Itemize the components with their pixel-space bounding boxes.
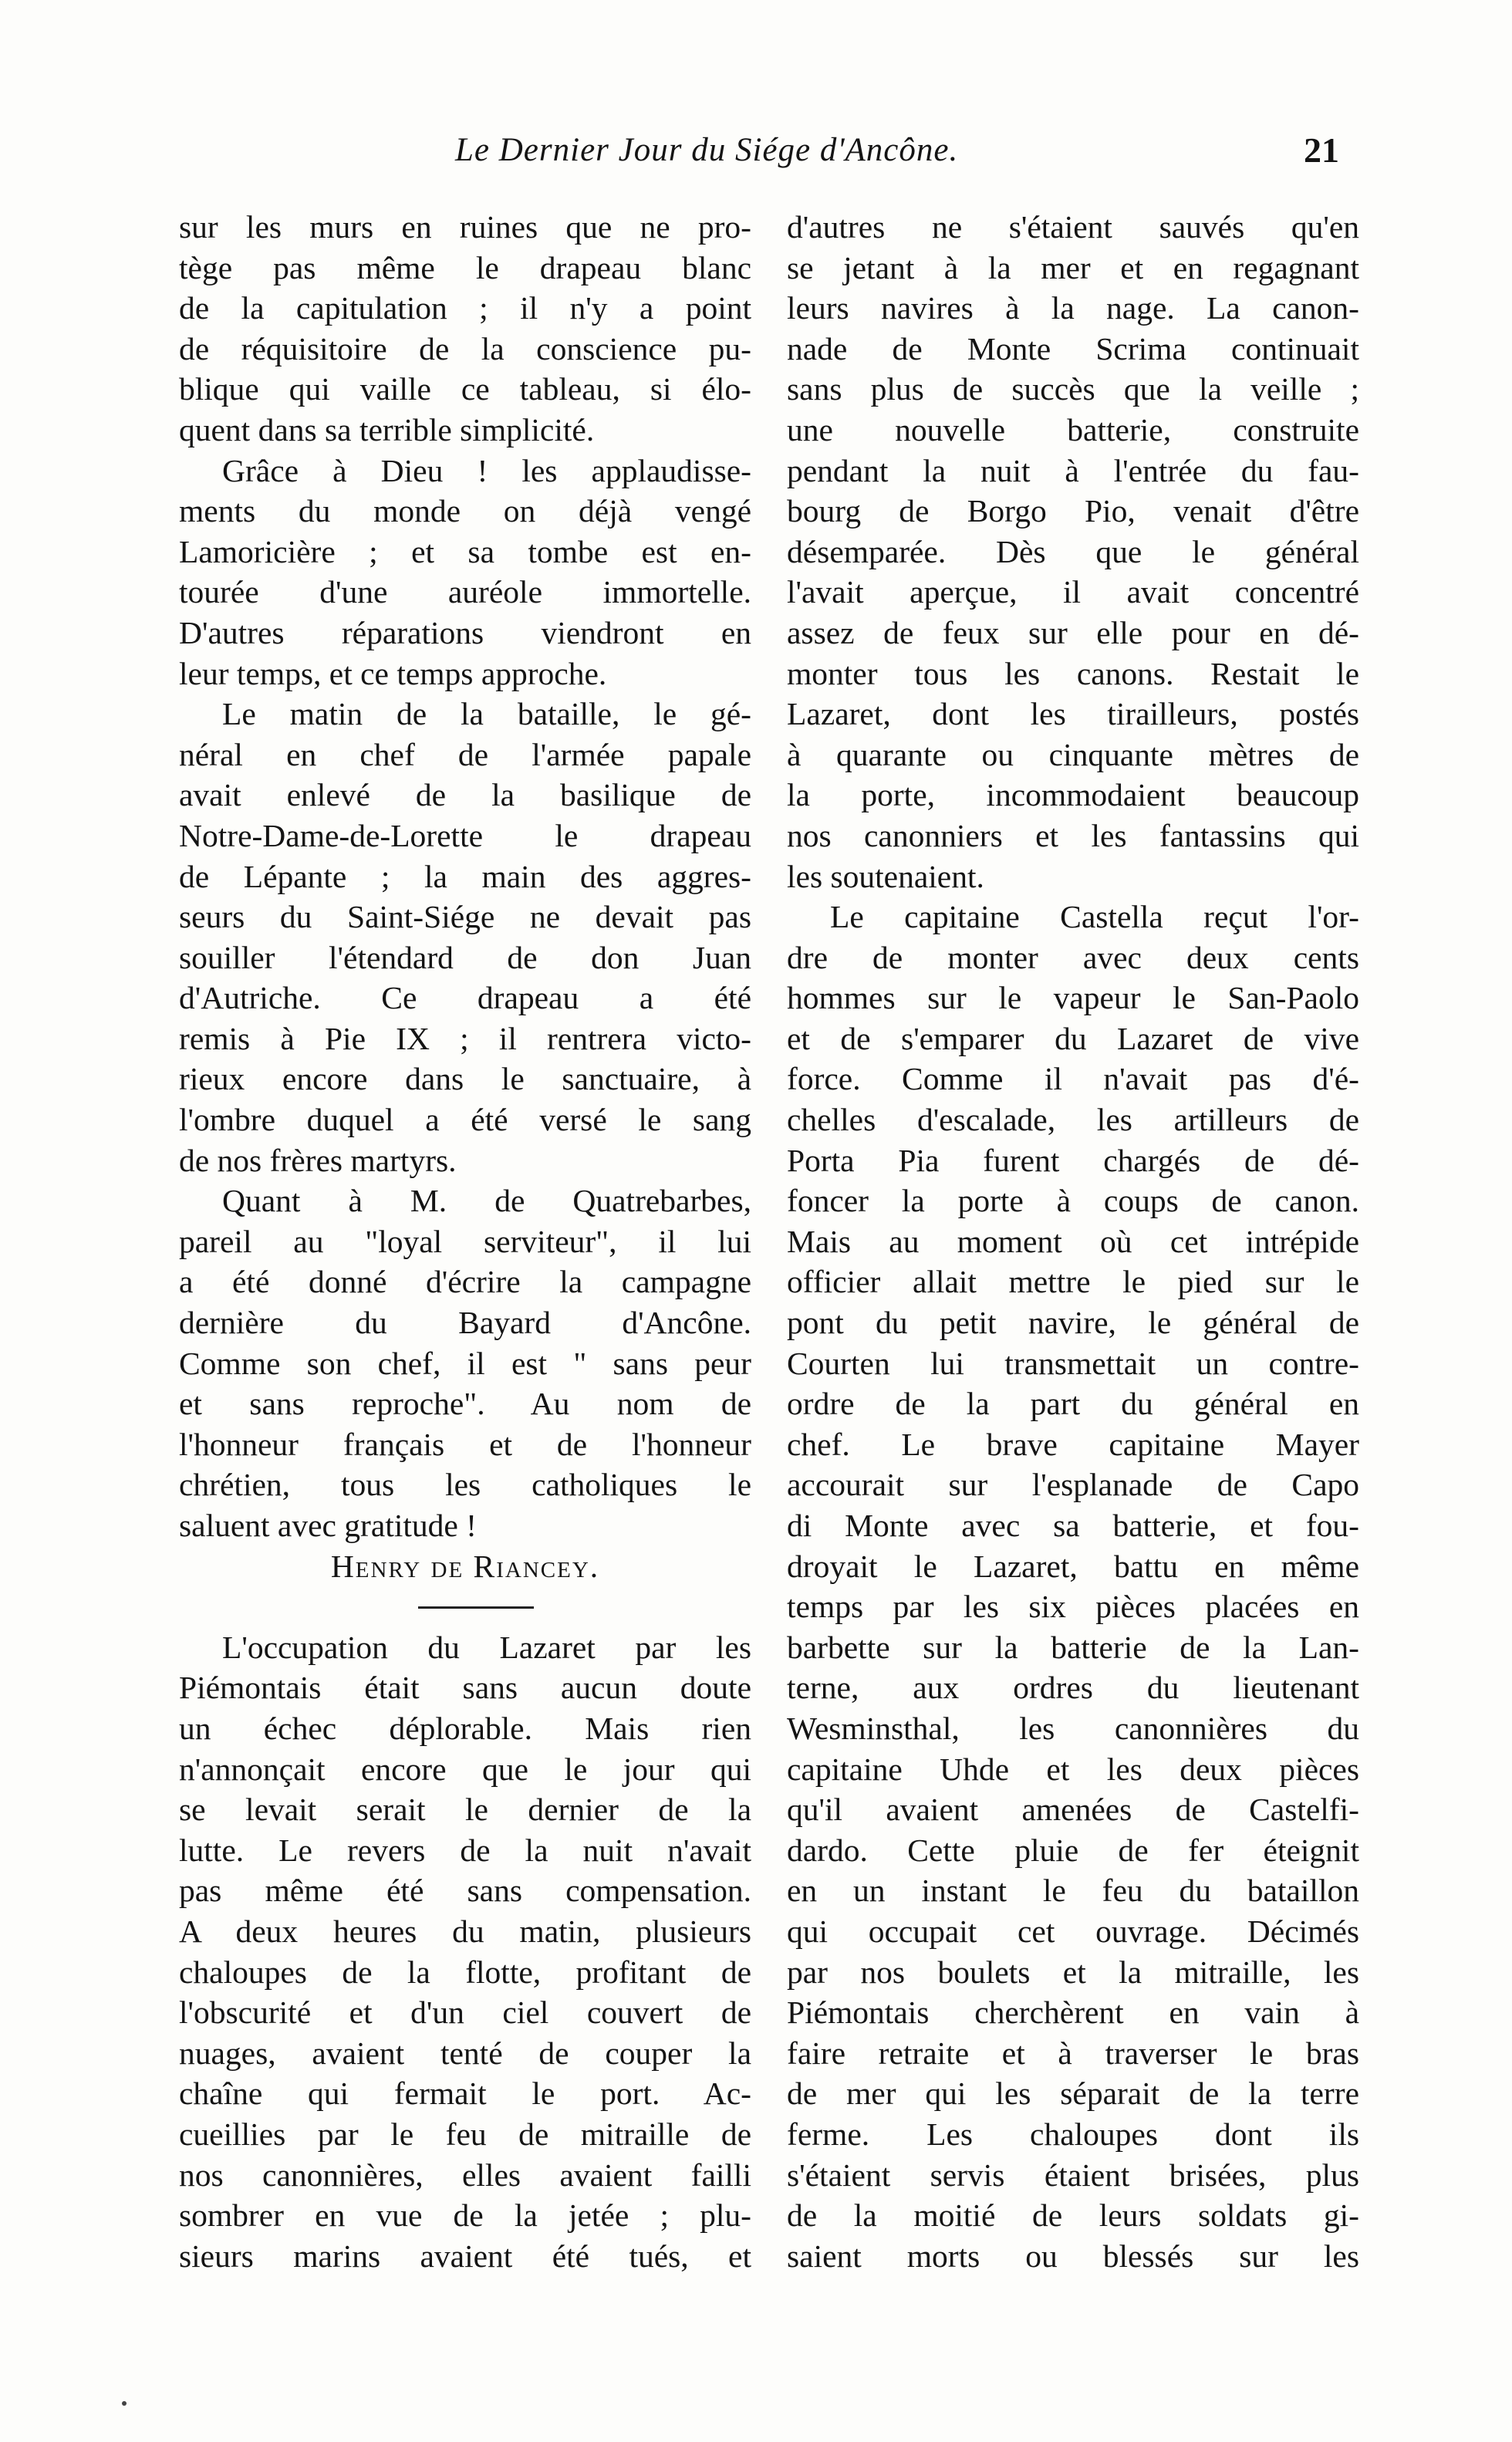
text-line: dardo. Cette pluie de fer éteignit	[787, 1832, 1359, 1868]
text-line: pendant la nuit à l'entrée du fau-	[787, 452, 1359, 488]
text-line: D'autres réparations viendront en	[179, 614, 751, 650]
text-line: bourg de Borgo Pio, venait d'être	[787, 493, 1359, 529]
text-line: un échec déplorable. Mais rien	[179, 1710, 751, 1746]
text-line: de Lépante ; la main des aggres-	[179, 858, 751, 894]
text-line: faire retraite et à traverser le bras	[787, 2035, 1359, 2071]
text-line: se levait serait le dernier de la	[179, 1792, 751, 1828]
text-line: de la capitulation ; il n'y a point	[179, 290, 751, 326]
text-line: en un instant le feu du bataillon	[787, 1873, 1359, 1909]
text-line: barbette sur la batterie de la Lan-	[787, 1629, 1359, 1665]
text-line: l'avait aperçue, il avait concentré	[787, 574, 1359, 610]
running-title: Le Dernier Jour du Siége d'Ancône.	[455, 132, 959, 168]
text-line: di Monte avec sa batterie, et fou-	[787, 1508, 1359, 1543]
text-line: chrétien, tous les catholiques le	[179, 1467, 751, 1503]
text-line: droyait le Lazaret, battu en même	[787, 1548, 1359, 1584]
text-line: n'annonçait encore que le jour qui	[179, 1751, 751, 1787]
text-line: officier allait mettre le pied sur le	[787, 1264, 1359, 1300]
text-line: par nos boulets et la mitraille, les	[787, 1954, 1359, 1990]
text-line: leur temps, et ce temps approche.	[179, 655, 607, 691]
text-line: de la moitié de leurs soldats gi-	[787, 2197, 1359, 2234]
paper-speck	[122, 2401, 127, 2406]
text-line: quent dans sa terrible simplicité.	[179, 411, 595, 448]
text-line: Porta Pia furent chargés de dé-	[787, 1142, 1359, 1178]
text-line: lutte. Le revers de la nuit n'avait	[179, 1832, 751, 1868]
section-separator	[179, 1586, 751, 1627]
text-line: chef. Le brave capitaine Mayer	[787, 1426, 1359, 1462]
text-line: désemparée. Dès que le général	[787, 533, 1359, 569]
text-line: nos canonnières, elles avaient failli	[179, 2157, 751, 2193]
text-line: de réquisitoire de la conscience pu-	[179, 330, 751, 366]
text-line: l'honneur français et de l'honneur	[179, 1426, 751, 1462]
text-line: se jetant à la mer et en regagnant	[787, 249, 1359, 285]
text-line: Courten lui transmettait un contre-	[787, 1345, 1359, 1381]
text-line: chaloupes de la flotte, profitant de	[179, 1954, 751, 1990]
text-line: accourait sur l'esplanade de Capo	[787, 1467, 1359, 1503]
text-line: pont du petit navire, le général de	[787, 1305, 1359, 1341]
text-line: saient morts ou blessés sur les	[787, 2238, 1359, 2274]
text-line: sur les murs en ruines que ne pro-	[179, 209, 751, 245]
text-line: Comme son chef, il est " sans peur	[179, 1345, 751, 1381]
text-line: chelles d'escalade, les artilleurs de	[787, 1102, 1359, 1138]
left-column	[179, 207, 751, 2276]
text-line: et de s'emparer du Lazaret de vive	[787, 1020, 1359, 1056]
text-line: qu'il avaient amenées de Castelfi-	[787, 1792, 1359, 1828]
text-line: de nos frères martyrs.	[179, 1142, 457, 1178]
text-line: hommes sur le vapeur le San-Paolo	[787, 980, 1359, 1016]
text-line: assez de feux sur elle pour en dé-	[787, 614, 1359, 650]
text-line: remis à Pie IX ; il rentrera victo-	[179, 1020, 751, 1056]
text-line: ferme. Les chaloupes dont ils	[787, 2116, 1359, 2152]
text-line: nos canonniers et les fantassins qui	[787, 817, 1359, 853]
text-line: capitaine Uhde et les deux pièces	[787, 1751, 1359, 1787]
text-line: ordre de la part du général en	[787, 1386, 1359, 1422]
text-line: et sans reproche". Au nom de	[179, 1386, 751, 1422]
text-line: tège pas même le drapeau blanc	[179, 249, 751, 285]
text-line: cueillies par le feu de mitraille de	[179, 2116, 751, 2152]
text-line: avait enlevé de la basilique de	[179, 777, 751, 813]
text-line: les soutenaient.	[787, 858, 984, 894]
text-line: tourée d'une auréole immortelle.	[179, 574, 751, 610]
separator-rule	[418, 1606, 534, 1609]
text-line: Wesminsthal, les canonnières du	[787, 1710, 1359, 1746]
text-line: Piémontais était sans aucun doute	[179, 1670, 751, 1706]
text-line: Piémontais cherchèrent en vain à	[787, 1994, 1359, 2031]
text-line: seurs du Saint-Siége ne devait pas	[179, 899, 751, 935]
text-line: pas même été sans compensation.	[179, 1873, 751, 1909]
text-line: chaîne qui fermait le port. Ac-	[179, 2076, 751, 2112]
author-signature: Henry de Riancey.	[330, 1548, 600, 1584]
text-line: sieurs marins avaient été tués, et	[179, 2238, 751, 2274]
text-line: foncer la porte à coups de canon.	[787, 1183, 1359, 1219]
text-line: l'obscurité et d'un ciel couvert de	[179, 1994, 751, 2031]
text-line: une nouvelle batterie, construite	[787, 411, 1359, 448]
page-number: 21	[1304, 130, 1339, 170]
text-line: temps par les six pièces placées en	[787, 1589, 1359, 1625]
text-line: force. Comme il n'avait pas d'é-	[787, 1061, 1359, 1097]
text-line: dre de monter avec deux cents	[787, 939, 1359, 975]
text-line: rieux encore dans le sanctuaire, à	[179, 1061, 751, 1097]
text-line: qui occupait cet ouvrage. Décimés	[787, 1913, 1359, 1949]
text-line: à quarante ou cinquante mètres de	[787, 736, 1359, 772]
text-line: nade de Monte Scrima continuait	[787, 330, 1359, 366]
text-line: s'étaient servis étaient brisées, plus	[787, 2157, 1359, 2193]
text-line: Grâce à Dieu ! les applaudisse-	[222, 452, 751, 488]
text-line: Le capitaine Castella reçut l'or-	[830, 899, 1359, 935]
text-line: de mer qui les séparait de la terre	[787, 2076, 1359, 2112]
text-line: ments du monde on déjà vengé	[179, 493, 751, 529]
right-column	[787, 207, 1359, 2276]
text-line: d'Autriche. Ce drapeau a été	[179, 980, 751, 1016]
text-line: la porte, incommodaient beaucoup	[787, 777, 1359, 813]
text-line: souiller l'étendard de don Juan	[179, 939, 751, 975]
text-line: saluent avec gratitude !	[179, 1508, 478, 1543]
text-line: a été donné d'écrire la campagne	[179, 1264, 751, 1300]
text-line: monter tous les canons. Restait le	[787, 655, 1359, 691]
text-line: Lazaret, dont les tirailleurs, postés	[787, 696, 1359, 732]
text-line: dernière du Bayard d'Ancône.	[179, 1305, 751, 1341]
text-line: Le matin de la bataille, le gé-	[222, 696, 751, 732]
text-line: pareil au "loyal serviteur", il lui	[179, 1223, 751, 1259]
text-line: Mais au moment où cet intrépide	[787, 1223, 1359, 1259]
text-line: l'ombre duquel a été versé le sang	[179, 1102, 751, 1138]
text-line: Notre-Dame-de-Lorette le drapeau	[179, 817, 751, 853]
text-line: terne, aux ordres du lieutenant	[787, 1670, 1359, 1706]
text-line: leurs navires à la nage. La canon-	[787, 290, 1359, 326]
text-line: néral en chef de l'armée papale	[179, 736, 751, 772]
text-line: L'occupation du Lazaret par les	[222, 1629, 751, 1665]
text-line: sombrer en vue de la jetée ; plu-	[179, 2197, 751, 2234]
text-line: sans plus de succès que la veille ;	[787, 371, 1359, 407]
text-line: A deux heures du matin, plusieurs	[179, 1913, 751, 1949]
text-line: Quant à M. de Quatrebarbes,	[222, 1183, 751, 1219]
text-line: nuages, avaient tenté de couper la	[179, 2035, 751, 2071]
text-line: d'autres ne s'étaient sauvés qu'en	[787, 209, 1359, 245]
text-line: Lamoricière ; et sa tombe est en-	[179, 533, 751, 569]
text-line: blique qui vaille ce tableau, si élo-	[179, 371, 751, 407]
